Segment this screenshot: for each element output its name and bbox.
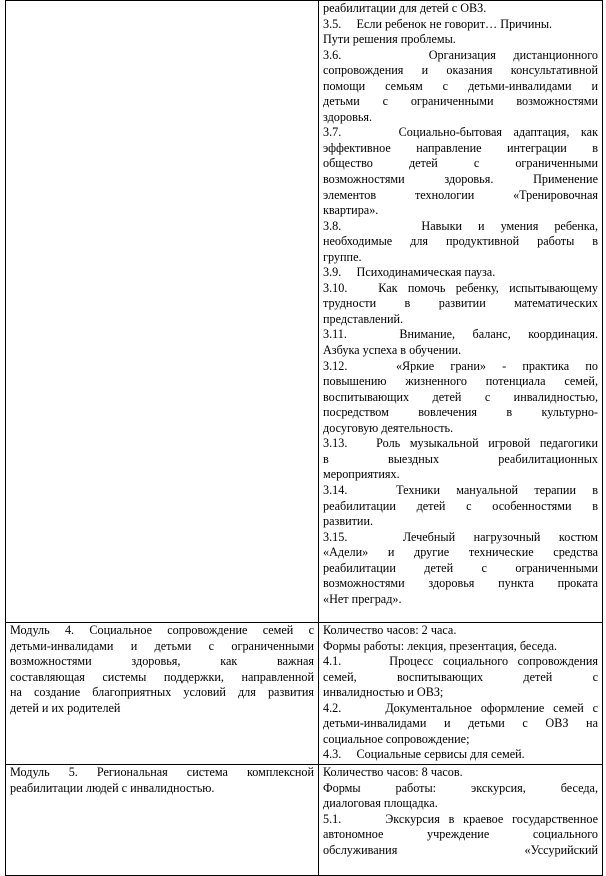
text-line: 3.6. Организация дистанционного — [323, 47, 598, 62]
module-4-title-cell — [6, 623, 319, 765]
text-line: 3.15. Лечебный нагрузочный костюм — [323, 529, 598, 544]
module-4-topics-list — [323, 623, 598, 763]
text-line: 4.1. Процесс социального сопровождения — [323, 654, 598, 669]
text-line: эффективное направление интеграции в — [323, 140, 598, 155]
module-4-content-cell — [319, 623, 603, 765]
text-line: повышению жизненного потенциала семей, — [323, 374, 598, 389]
text-line: социальное сопровождение; — [323, 731, 470, 746]
text-line: Азбука успеха в обучении. — [323, 343, 462, 358]
text-line: Формы работы: экскурсия, беседа, — [323, 780, 598, 795]
text-line: воспитывающих детей с инвалидностью, — [323, 389, 598, 404]
text-line: 3.14. Техники мануальной терапии в — [323, 482, 598, 497]
text-line: мероприятиях. — [323, 467, 400, 482]
text-line: составляющая системы поддержки, направленной — [10, 669, 314, 684]
text-line: «Нет преград». — [323, 591, 402, 606]
module-5-title — [10, 765, 314, 796]
text-line: Пути решения проблемы. — [323, 32, 456, 47]
module-5-topics-list — [323, 765, 598, 875]
text-line: 4.2. Документальное оформление семей с — [323, 700, 598, 715]
module-5-title-cell — [6, 765, 319, 876]
text-line: необходимые для продуктивной работы в — [323, 234, 598, 249]
text-line: 3.8. Навыки и умения ребенка, — [323, 218, 598, 233]
table-row — [6, 765, 603, 876]
text-line: детьми-инвалидами и детьми с ограниченными — [10, 638, 314, 653]
text-line: помощи семьям с детьми-инвалидами и — [323, 78, 598, 93]
text-line: реабилитации для детей с ОВЗ. — [323, 1, 487, 15]
text-line: представлений. — [323, 311, 404, 326]
text-line: детьми с ограниченными возможностями — [323, 94, 598, 109]
text-line: 3.11. Внимание, баланс, координация. — [323, 327, 598, 342]
text-line: посредством вовлечения в культурно- — [323, 405, 598, 420]
text-line: Количество часов: 2 часа. — [323, 623, 457, 637]
text-line: возможностями здоровья пункта проката — [323, 576, 598, 591]
text-line: досуговую деятельность. — [323, 420, 454, 435]
text-line: здоровья. — [323, 109, 373, 124]
text-line: автономное учреждение социального — [323, 827, 598, 842]
table-row — [6, 1, 603, 623]
text-line: детьми-инвалидами и детьми с ОВЗ на — [323, 716, 598, 731]
text-line: реабилитации людей с инвалидностью. — [10, 780, 215, 795]
text-line: 5.1. Экскурсия в краевое государственное — [323, 811, 598, 826]
text-line: сопровождения и оказания консультативной — [323, 63, 598, 78]
text-line: в выездных реабилитационных — [323, 451, 598, 466]
module-5-content-cell — [319, 765, 603, 876]
module-4-title — [10, 623, 314, 716]
text-line: трудности в развитии математических — [323, 296, 598, 311]
text-line: реабилитации детей с ограниченными — [323, 560, 598, 575]
text-line: детей и их родителей — [10, 700, 121, 715]
continuation-content-cell — [319, 1, 603, 623]
text-line: «Адели» и другие технические средства — [323, 545, 598, 560]
text-line: обслуживания «Уссурийский — [323, 842, 598, 857]
text-line: квартира». — [323, 203, 379, 218]
text-line: Формы работы: лекция, презентация, беседа. — [323, 638, 558, 653]
text-line: инвалидностью и ОВЗ; — [323, 685, 444, 700]
text-line: возможностями здоровья, как важная — [10, 654, 314, 669]
text-line: развитии. — [323, 514, 374, 529]
text-line: общество детей с ограниченными — [323, 156, 598, 171]
program-table — [5, 0, 603, 876]
text-line: семей, воспитывающих детей с — [323, 669, 598, 684]
table-row — [6, 623, 603, 765]
text-line: 3.10. Как помочь ребенку, испытывающему — [323, 280, 598, 295]
text-line: реабилитации детей с особенностями в — [323, 498, 598, 513]
text-line: 3.5. Если ребенок не говорит… Причины. — [323, 16, 553, 31]
empty-module-cell — [6, 1, 319, 623]
text-line: группе. — [323, 249, 362, 264]
text-line: на создание благоприятных условий для развития — [10, 685, 314, 700]
text-line: Модуль 4. Социальное сопровождение семей с — [10, 623, 314, 637]
text-line: диалоговая площадка. — [323, 796, 438, 811]
topics-list — [323, 1, 598, 607]
text-line: возможностями здоровья. Применение — [323, 172, 598, 187]
text-line: элементов технологии «Тренировочная — [323, 187, 598, 202]
text-line: 4.3. Социальные сервисы для семей. — [323, 747, 525, 762]
text-line: 3.7. Социально-бытовая адаптация, как — [323, 125, 598, 140]
text-line: 3.13. Роль музыкальной игровой педагогики — [323, 436, 598, 451]
text-line: Модуль 5. Региональная система комплексной — [10, 765, 314, 779]
text-line: Количество часов: 8 часов. — [323, 765, 463, 779]
text-line: 3.12. «Яркие грани» - практика по — [323, 358, 598, 373]
text-line: 3.9. Психодинамическая пауза. — [323, 265, 496, 280]
